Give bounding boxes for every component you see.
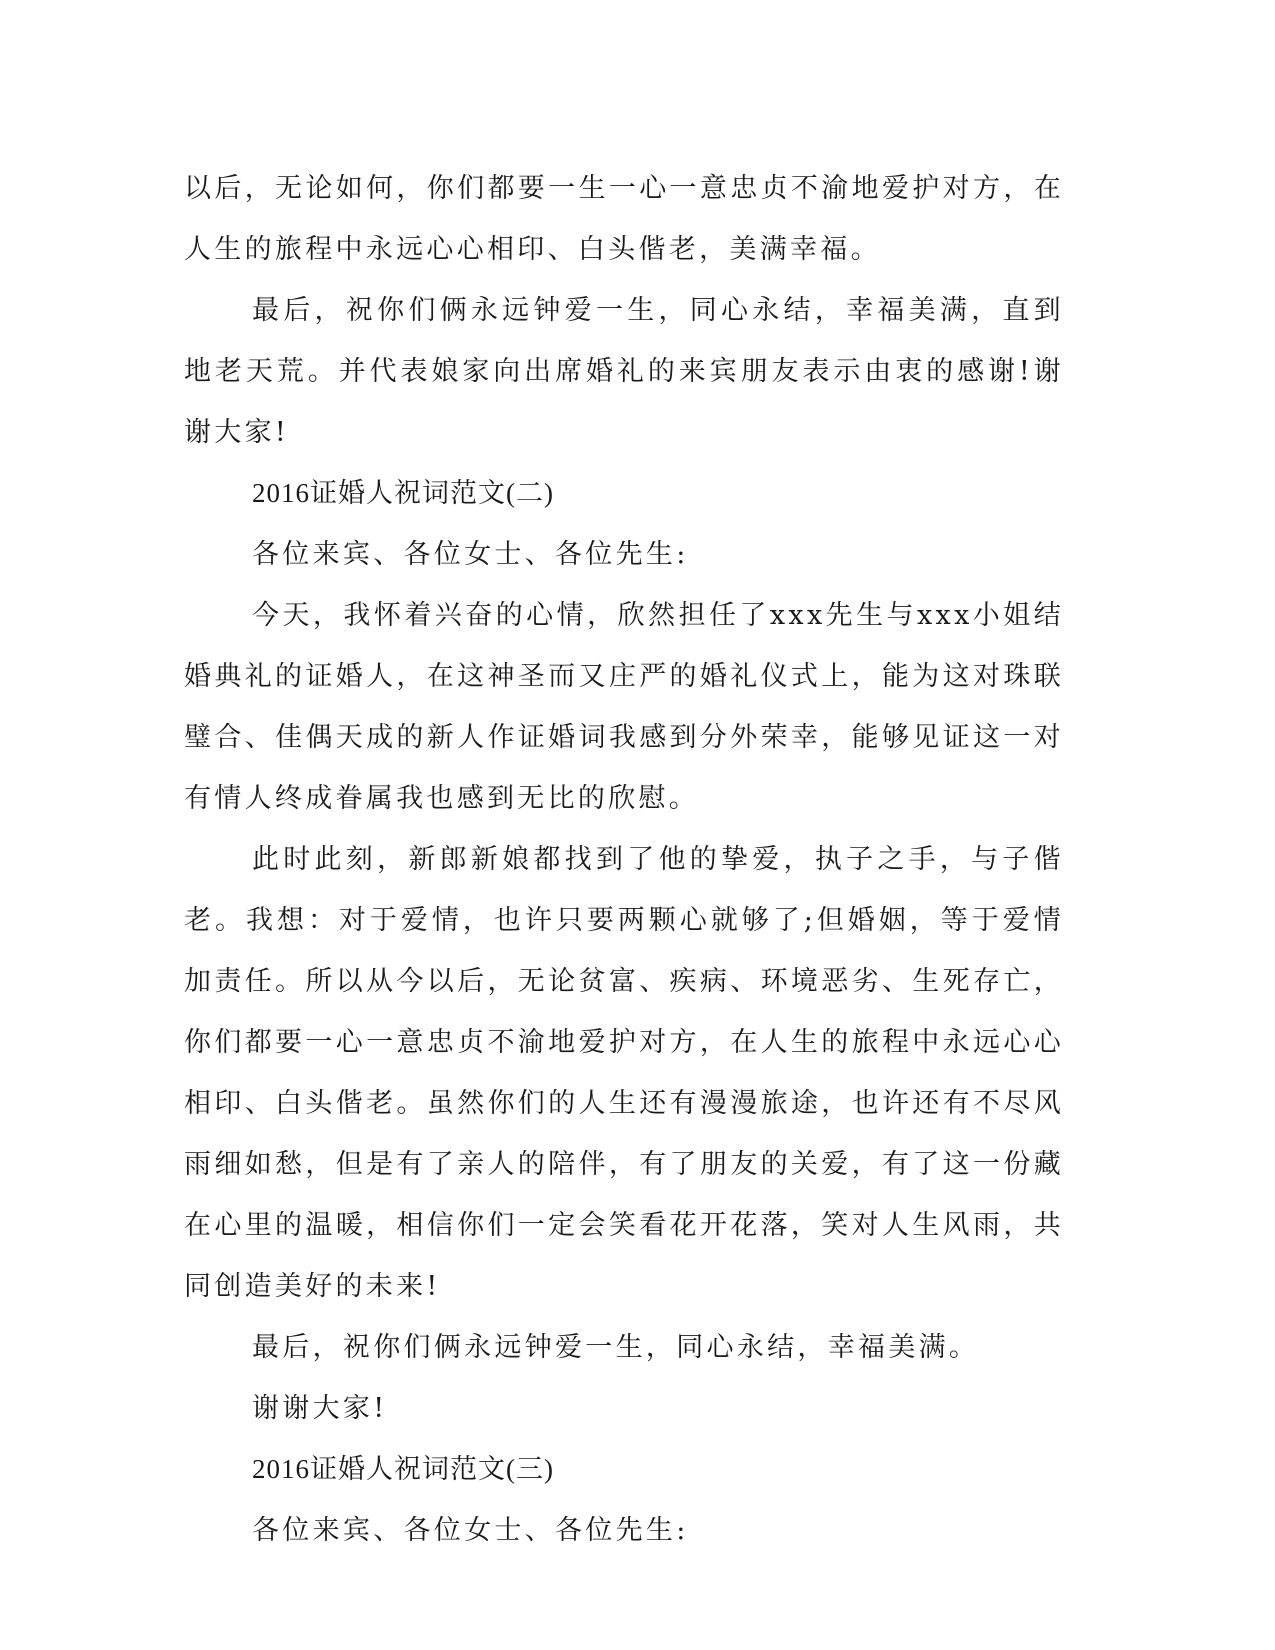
section-heading-three: 2016证婚人祝词范文(三) <box>252 1454 554 1484</box>
paragraph-thanks: 谢谢大家! <box>252 1393 388 1424</box>
paragraph-continuation: 以后，无论如何，你们都要一生一心一意忠贞不渝地爱护对方，在人生的旅程中永远心心相印、白头偕老，美满幸福。 <box>184 173 1064 265</box>
paragraph-final-blessing: 最后，祝你们俩永远钟爱一生，同心永结，幸福美满。 <box>252 1332 980 1363</box>
document-body <box>184 0 1064 1561</box>
paragraph-greeting-three: 各位来宾、各位女士、各位先生: <box>252 1515 689 1546</box>
paragraph-greeting: 各位来宾、各位女士、各位先生: <box>252 539 689 570</box>
paragraph-main-speech: 此时此刻，新郎新娘都找到了他的挚爱，执子之手，与子偕老。我想：对于爱情，也许只要两颗心就够了;但婚姻，等于爱情加责任。所以从今以后，无论贫富、疾病、环境恶劣、生死存亡，你们都要一心一意忠贞不渝地爱护对方，在人生的旅程中永远心心相印、白头偕老。虽然你们的人生还有漫漫旅途，也许还有不尽风雨细如愁，但是有了亲人的陪伴，有了朋友的关爱，有了这一份藏在心里的温暖，相信你们一定会笑看花开花落，笑对人生风雨，共同创造美好的未来! <box>184 844 1064 1302</box>
paragraph-closing-blessing: 最后，祝你们俩永远钟爱一生，同心永结，幸福美满，直到地老天荒。并代表娘家向出席婚礼的来宾朋友表示由衷的感谢!谢谢大家! <box>184 295 1064 448</box>
paragraph-introduction: 今天，我怀着兴奋的心情，欣然担任了xxx先生与xxx小姐结婚典礼的证婚人，在这神圣而又庄严的婚礼仪式上，能为这对珠联璧合、佳偶天成的新人作证婚词我感到分外荣幸，能够见证这一对有情人终成眷属我也感到无比的欣慰。 <box>184 600 1064 814</box>
section-heading-two: 2016证婚人祝词范文(二) <box>252 478 554 508</box>
